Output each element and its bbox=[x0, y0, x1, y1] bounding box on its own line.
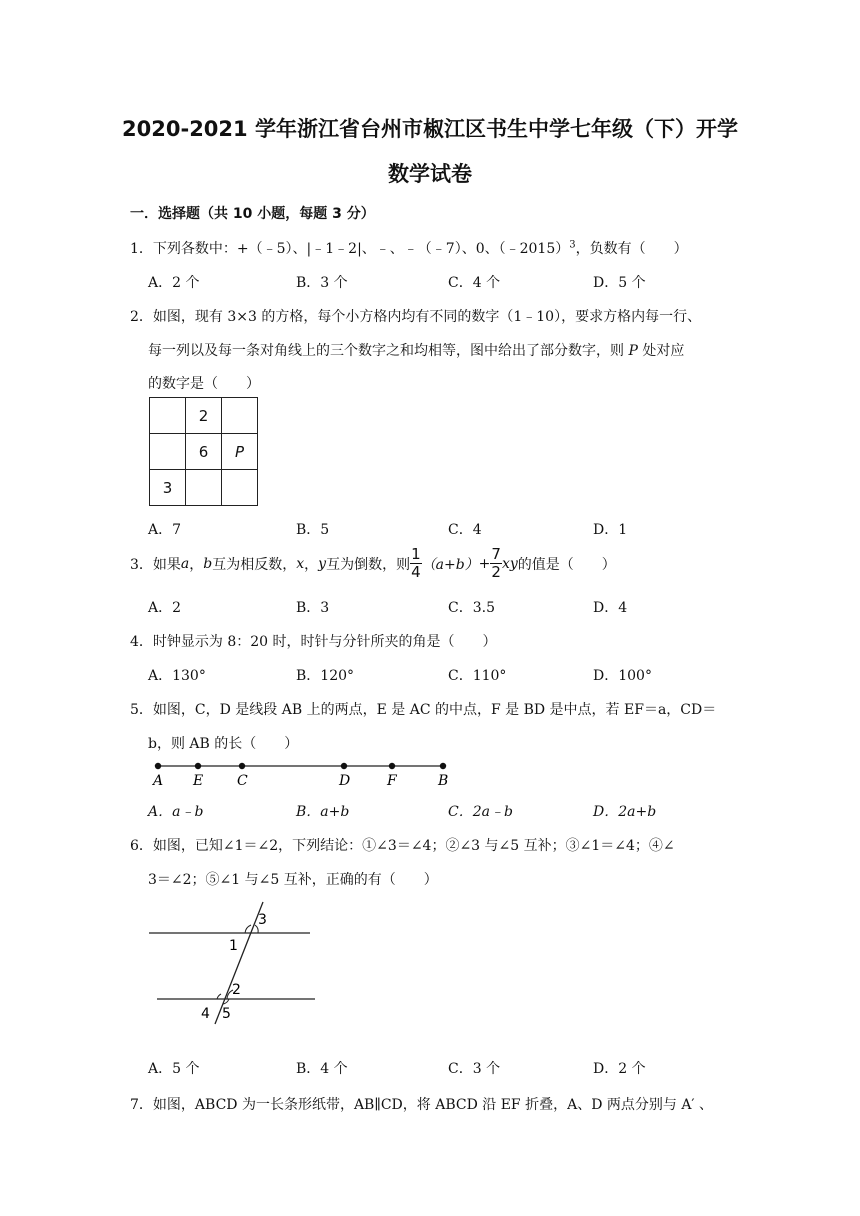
grid-cell: P bbox=[222, 434, 258, 470]
q4-option-c[interactable]: C．110° bbox=[448, 668, 507, 684]
parallel-lines-diagram bbox=[145, 898, 320, 1028]
q6-option-a[interactable]: A．5 个 bbox=[148, 1061, 200, 1077]
segment-point-label: D bbox=[339, 773, 351, 789]
section-heading: 一．选择题（共 10 小题，每题 3 分） bbox=[130, 206, 375, 222]
q5-option-a[interactable]: A．a﹣b bbox=[148, 804, 204, 820]
q1-option-c[interactable]: C．4 个 bbox=[448, 275, 501, 291]
segment-point-label: C bbox=[237, 773, 248, 789]
q6-option-d[interactable]: D．2 个 bbox=[593, 1061, 646, 1077]
q2-option-b[interactable]: B．5 bbox=[296, 522, 330, 538]
question-6-line1: 6．如图，已知∠1＝∠2，下列结论：①∠3＝∠4；②∠3 与∠5 互补；③∠1＝∠4；④∠ bbox=[130, 838, 675, 854]
segment-point bbox=[239, 763, 245, 769]
angle-label: 4 bbox=[201, 1006, 210, 1022]
segment-point-label: B bbox=[438, 773, 449, 789]
fraction: $\frac{1}{4}$ bbox=[411, 545, 421, 581]
q1-option-a[interactable]: A．2 个 bbox=[148, 275, 200, 291]
q3-option-c[interactable]: C．3.5 bbox=[448, 600, 495, 616]
grid-row bbox=[150, 434, 258, 470]
fraction: $\frac{7}{2}$ bbox=[491, 545, 501, 581]
question-2-line2: 每一列以及每一条对角线上的三个数字之和均相等，图中给出了部分数字，则 P 处对应 bbox=[148, 343, 685, 359]
page-title: 2020-2021 学年浙江省台州市椒江区书生中学七年级（下）开学 bbox=[122, 117, 738, 141]
question-2-line1: 2．如图，现有 3×3 的方格，每个小方格内均有不同的数字（1﹣10），要求方格内每一行、 bbox=[130, 309, 702, 325]
q4-option-a[interactable]: A．130° bbox=[148, 668, 206, 684]
q4-option-b[interactable]: B．120° bbox=[296, 668, 355, 684]
q5-option-c[interactable]: C．2a﹣b bbox=[448, 804, 513, 820]
q1-option-d[interactable]: D．5 个 bbox=[593, 275, 646, 291]
magic-square-grid bbox=[149, 397, 258, 506]
grid-row bbox=[150, 470, 258, 506]
q3-option-d[interactable]: D．4 bbox=[593, 600, 628, 616]
question-5-line1: 5．如图，C，D 是线段 AB 上的两点，E 是 AC 的中点，F 是 BD 是中点，若 EF＝a，CD＝ bbox=[130, 702, 717, 718]
page-title-line2: 数学试卷 bbox=[388, 162, 472, 186]
grid-cell bbox=[150, 434, 186, 470]
q2-option-a[interactable]: A．7 bbox=[148, 522, 182, 538]
question-7-line1: 7．如图，ABCD 为一长条形纸带，AB∥CD，将 ABCD 沿 EF 折叠，A、D 两点分别与 A′ 、 bbox=[130, 1097, 714, 1113]
question-4: 4．时钟显示为 8：20 时，时针与分针所夹的角是（ ） bbox=[130, 634, 497, 650]
angle-label: 2 bbox=[232, 982, 241, 998]
segment-diagram bbox=[145, 758, 455, 790]
q5-option-b[interactable]: B．a+b bbox=[296, 804, 350, 820]
question-6-line2: 3＝∠2；⑤∠1 与∠5 互补，正确的有（ ） bbox=[148, 872, 438, 888]
segment-point bbox=[341, 763, 347, 769]
question-3: 3．如果 a ， b 互为相反数， x ， y 互为倒数，则 $\frac{1}{4}$ （a+b） + $\frac{7}{2}$ xy 的值是（ ） bbox=[130, 545, 616, 581]
q2-option-d[interactable]: D．1 bbox=[593, 522, 628, 538]
angle-label: 5 bbox=[222, 1006, 231, 1022]
segment-point-label: E bbox=[193, 773, 204, 789]
question-5-line2: b，则 AB 的长（ ） bbox=[148, 736, 299, 752]
grid-cell bbox=[150, 398, 186, 434]
grid-cell: 2 bbox=[186, 398, 222, 434]
grid-cell: 6 bbox=[186, 434, 222, 470]
grid-row bbox=[150, 398, 258, 434]
grid-cell bbox=[186, 470, 222, 506]
q6-option-b[interactable]: B．4 个 bbox=[296, 1061, 348, 1077]
grid-cell: 3 bbox=[150, 470, 186, 506]
grid-cell bbox=[222, 470, 258, 506]
question-1: 1．下列各数中：+（﹣5）、|﹣1﹣2|、﹣、﹣（﹣7）、0、（﹣2015）$^3$，负数有（ ） bbox=[130, 239, 688, 257]
segment-point bbox=[440, 763, 446, 769]
q2-option-c[interactable]: C．4 bbox=[448, 522, 482, 538]
segment-point bbox=[195, 763, 201, 769]
q4-option-d[interactable]: D．100° bbox=[593, 668, 652, 684]
q3-option-a[interactable]: A．2 bbox=[148, 600, 182, 616]
grid-cell bbox=[222, 398, 258, 434]
segment-point-label: A bbox=[153, 773, 164, 789]
angle-label: 3 bbox=[258, 912, 267, 928]
segment-point bbox=[389, 763, 395, 769]
q6-option-c[interactable]: C．3 个 bbox=[448, 1061, 501, 1077]
q3-option-b[interactable]: B．3 bbox=[296, 600, 330, 616]
q1-option-b[interactable]: B．3 个 bbox=[296, 275, 348, 291]
q5-option-d[interactable]: D．2a+b bbox=[593, 804, 657, 820]
exponent: 3 bbox=[569, 239, 576, 251]
question-2-line3: 的数字是（ ） bbox=[148, 376, 260, 392]
segment-point bbox=[155, 763, 161, 769]
angle-label: 1 bbox=[229, 938, 238, 954]
segment-point-label: F bbox=[387, 773, 397, 789]
